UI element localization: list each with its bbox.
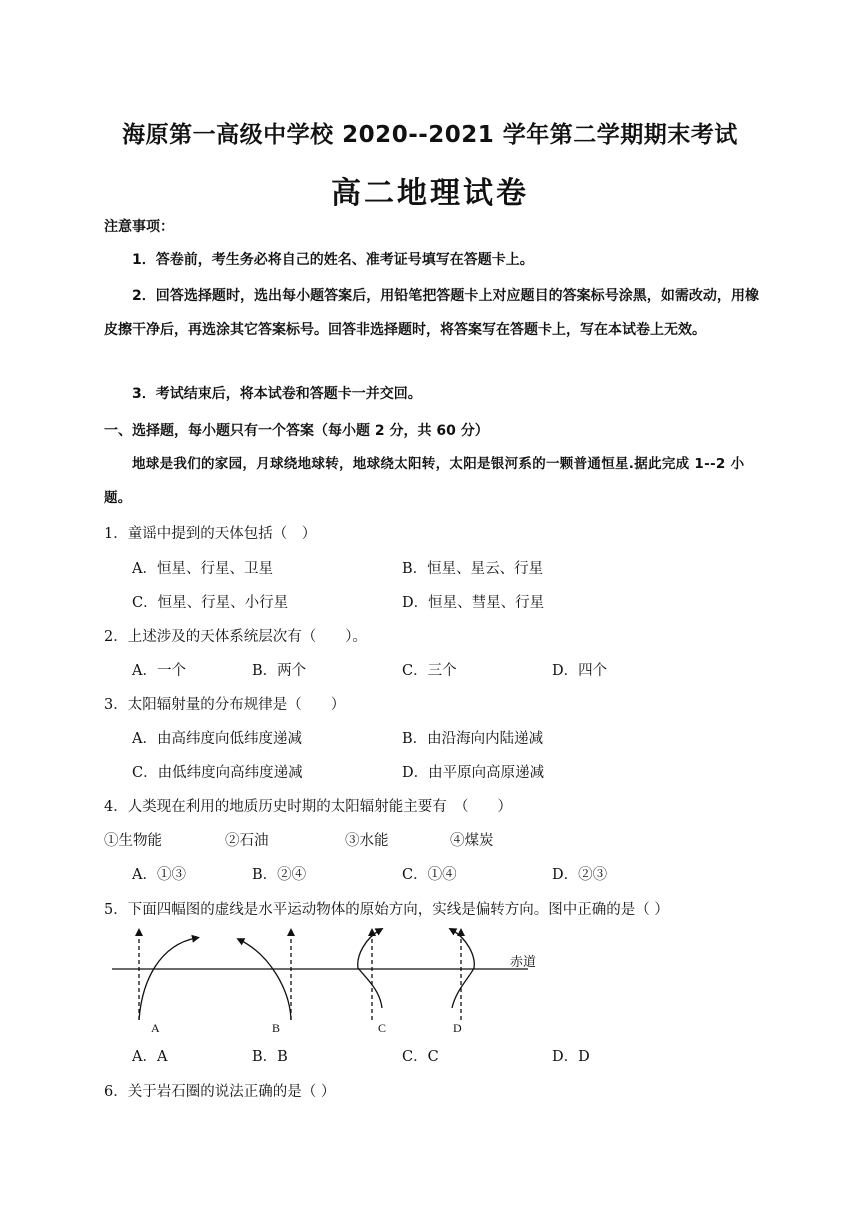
diagram-a [139, 932, 196, 1035]
question-4-item-3: ③水能 [345, 833, 389, 849]
notice-heading: 注意事项： [104, 219, 174, 235]
reading-passage: 地球是我们的家园，月球绕地球转，地球绕太阳转，太阳是银河系的一颗普通恒星.据此完成 1--2 小题。 [104, 456, 745, 506]
question-4-option-d: D．②③ [552, 867, 608, 883]
question-1-stem: 1．童谣中提到的天体包括（ ） [104, 526, 317, 542]
question-5-option-c: C．C [402, 1049, 439, 1065]
equator-label: 赤道 [510, 954, 537, 969]
question-4-stem: 4．人类现在利用的地质历史时期的太阳辐射能主要有 （ ） [104, 799, 512, 815]
notice-item-3: 3．考试结束后，将本试卷和答题卡一并交回。 [132, 386, 422, 402]
question-5-option-d: D．D [552, 1049, 590, 1065]
question-3-option-d: D．由平原向高原递减 [402, 765, 545, 781]
diagram-b-label: B [272, 1021, 281, 1035]
exam-title: 海原第一高级中学校 2020--2021 学年第二学期期末考试 [122, 122, 738, 148]
question-5-option-b: B．B [252, 1049, 288, 1065]
question-1-option-a: A．恒星、行星、卫星 [132, 561, 273, 577]
question-4-item-1: ①生物能 [104, 833, 162, 849]
question-2-option-d: D．四个 [552, 663, 608, 679]
question-2-option-a: A．一个 [132, 663, 186, 679]
question-5-stem: 5．下面四幅图的虚线是水平运动物体的原始方向，实线是偏转方向。图中正确的是（ ） [104, 902, 669, 918]
question-3-option-a: A．由高纬度向低纬度递减 [132, 731, 302, 747]
question-2-option-b: B．两个 [252, 663, 307, 679]
question-4-option-a: A．①③ [132, 867, 186, 883]
question-3-stem: 3．太阳辐射量的分布规律是（ ） [104, 697, 346, 713]
question-3-option-b: B．由沿海向内陆递减 [402, 731, 544, 747]
diagram-c [358, 930, 386, 1035]
question-5-option-a: A．A [132, 1049, 168, 1065]
section-heading: 一、选择题，每小题只有一个答案（每小题 2 分，共 60 分） [104, 423, 489, 439]
question-4-item-2: ②石油 [225, 833, 269, 849]
question-1-option-c: C．恒星、行星、小行星 [132, 595, 289, 611]
question-3-option-c: C．由低纬度向高纬度递减 [132, 765, 303, 781]
diagram-d-label: D [453, 1021, 462, 1035]
diagram-d [452, 930, 474, 1035]
notice-item-1: 1．答卷前，考生务必将自己的姓名、准考证号填写在答题卡上。 [132, 252, 534, 268]
diagram-a-label: A [151, 1021, 160, 1035]
question-2-option-c: C．三个 [402, 663, 457, 679]
diagram-c-label: C [378, 1021, 387, 1035]
question-4-item-4: ④煤炭 [450, 833, 494, 849]
notice-item-2: 2．回答选择题时，选出每小题答案后，用铅笔把答题卡上对应题目的答案标号涂黑，如需改动，用橡皮擦干净后，再选涂其它答案标号。回答非选择题时，将答案写在答题卡上，写在本试卷上无效。 [104, 288, 759, 338]
question-4-option-c: C．①④ [402, 867, 457, 883]
diagram-b [240, 932, 291, 1035]
question-2-stem: 2．上述涉及的天体系统层次有（ ）。 [104, 629, 367, 645]
question-1-option-d: D．恒星、彗星、行星 [402, 595, 545, 611]
exam-subtitle: 高二地理试卷 [331, 176, 529, 211]
coriolis-deflection-figure [100, 920, 560, 1040]
question-1-option-b: B．恒星、星云、行星 [402, 561, 544, 577]
question-6-stem: 6．关于岩石圈的说法正确的是（ ） [104, 1084, 336, 1100]
question-4-option-b: B．②④ [252, 867, 307, 883]
